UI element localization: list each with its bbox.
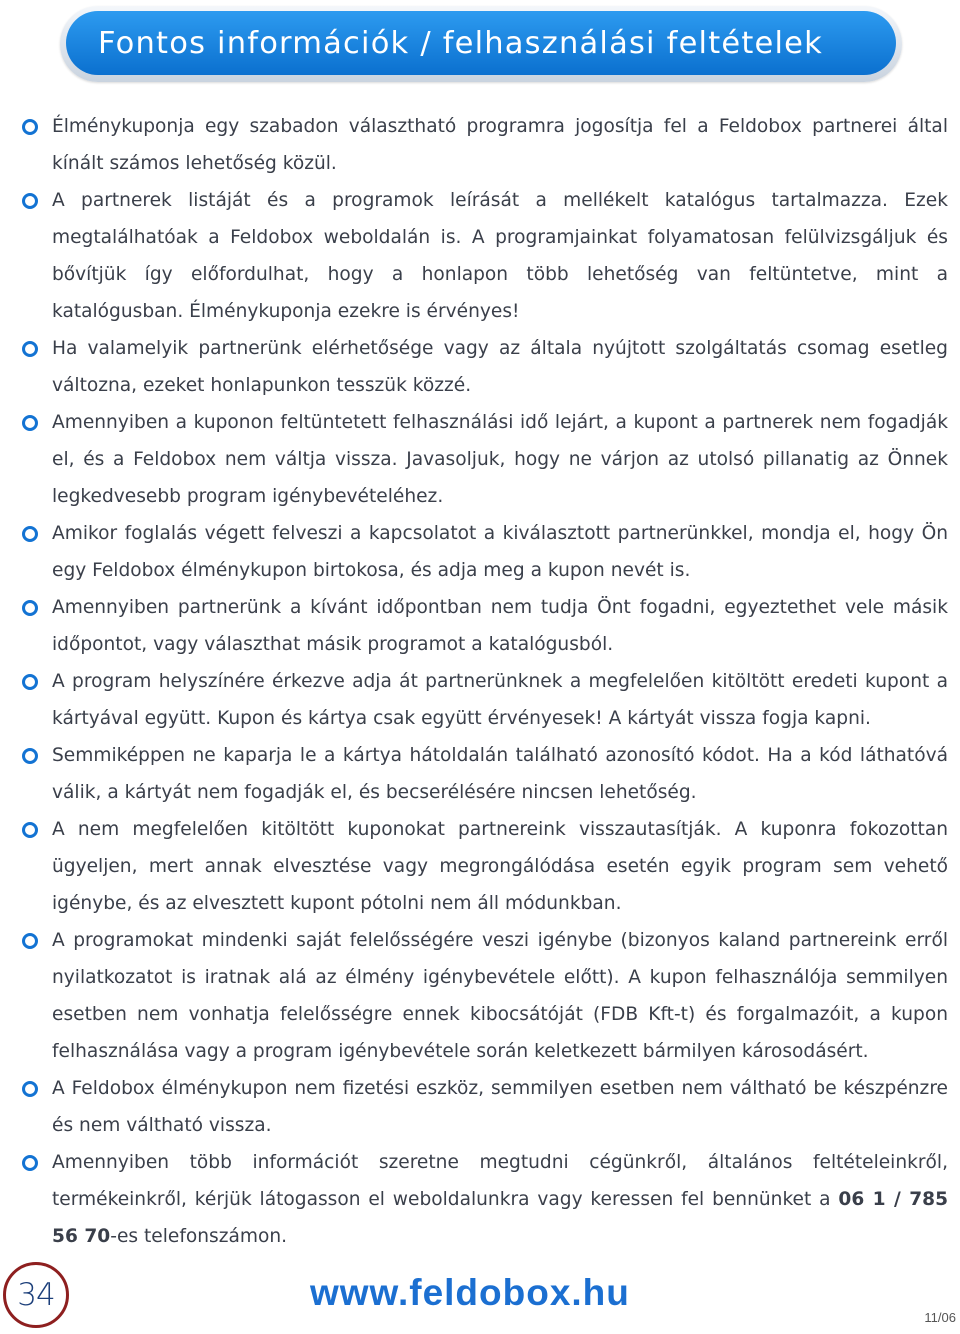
list-item — [22, 922, 948, 1070]
bullet-ring-icon — [22, 415, 38, 431]
bullet-ring-icon — [22, 600, 38, 616]
bullet-ring-icon — [22, 341, 38, 357]
list-item-text: Semmiképpen ne kaparja le a kártya hátoldalán található azonosító kódot. Ha a kód láthatóvá válik, a kártyát nem fogadják el, és becserélésére nincsen lehetőség. — [52, 745, 948, 803]
header-banner-inner — [66, 11, 896, 75]
list-item-text — [52, 1144, 948, 1255]
bullet-ring-icon — [22, 822, 38, 838]
header-banner — [60, 6, 902, 82]
list-item-text: Amennyiben partnerünk a kívánt időpontban nem tudja Önt fogadni, egyeztethet vele másik időpontot, vagy választhat másik programot a katalógusból. — [52, 597, 948, 655]
list-item-text: Amikor foglalás végett felveszi a kapcsolatot a kiválasztott partnerünkkel, mondja el, hogy Ön egy Feldobox élménykupon birtokosa, és adja meg a kupon nevét is. — [52, 523, 948, 581]
list-item — [22, 404, 948, 515]
list-item — [22, 108, 948, 182]
list-item-text: A partnerek listáját és a programok leírását a mellékelt katalógus tartalmazza. Ezek megtalálhatóak a Feldobox weboldalán is. A programjainkat folyamatosan felülvizsgáljuk és bővítjük így előfordulhat, hogy a honlapon több lehetőség van feltüntetve, mint a katalógusban. Élménykuponja ezekre is érvényes! — [52, 190, 948, 322]
list-item-text: A Feldobox élménykupon nem fizetési eszköz, semmilyen esetben nem váltható be készpénzre és nem váltható vissza. — [52, 1078, 948, 1136]
bullet-ring-icon — [22, 933, 38, 949]
list-item — [22, 182, 948, 330]
list-item — [22, 589, 948, 663]
list-item — [22, 737, 948, 811]
list-item — [22, 515, 948, 589]
page-title: Fontos információk / felhasználási feltételek — [98, 25, 823, 61]
list-item-text: Ha valamelyik partnerünk elérhetősége vagy az általa nyújtott szolgáltatás csomag esetleg változna, ezeket honlapunkon tesszük közzé. — [52, 338, 948, 396]
bullet-ring-icon — [22, 1155, 38, 1171]
list-item-text: A program helyszínére érkezve adja át partnerünknek a megfelelően kitöltött eredeti kupont a kártyával együtt. Kupon és kártya csak együtt érvényesek! A kártyát vissza fogja kapni. — [52, 671, 948, 729]
list-item-text: A programokat mindenki saját felelősségére veszi igénybe (bizonyos kaland partnereink erről nyilatkozatot is iratnak alá az élmény igénybevétele előtt). A kupon felhasználója semmilyen esetben nem vonhatja felelősségre ennek kibocsátóját (FDB Kft-t) és forgalmazóit, a kupon felhasználása vagy a program igénybevétele során keletkezett bármilyen károsodásért. — [52, 930, 948, 1062]
edition-code: 11/06 — [924, 1310, 956, 1325]
page-number-badge — [3, 1262, 69, 1328]
page-number: 34 — [17, 1277, 55, 1313]
website-link[interactable]: www.feldobox.hu — [310, 1272, 630, 1313]
bullet-ring-icon — [22, 674, 38, 690]
list-item-text: A nem megfelelően kitöltött kuponokat partnereink visszautasítják. A kuponra fokozottan ügyeljen, mert annak elvesztése vagy megrongálódása esetén egyik program sem vehető igénybe, és az elvesztett kupont pótolni nem áll módunkban. — [52, 819, 948, 914]
list-item — [22, 663, 948, 737]
list-item-text: Élménykuponja egy szabadon választható programra jogosítja fel a Feldobox partnerei által kínált számos lehetőség közül. — [52, 116, 948, 174]
list-item — [22, 811, 948, 922]
list-item-text: Amennyiben a kuponon feltüntetett felhasználási idő lejárt, a kupont a partnerek nem fogadják el, és a Feldobox nem váltja vissza. Javasoljuk, hogy ne várjon az utolsó pillanatig az Önnek legkedvesebb program igénybevételéhez. — [52, 412, 948, 507]
bullet-ring-icon — [22, 748, 38, 764]
list-item-contact — [22, 1144, 948, 1255]
contact-text-suffix: -es telefonszámon. — [110, 1226, 288, 1247]
list-item — [22, 1070, 948, 1144]
list-item — [22, 330, 948, 404]
bullet-ring-icon — [22, 1081, 38, 1097]
bullet-ring-icon — [22, 526, 38, 542]
contact-text: Amennyiben több információt szeretne megtudni cégünkről, általános feltételeinkről, termékeinkről, kérjük látogasson el weboldalunkra vagy keressen fel bennünket a — [52, 1152, 948, 1210]
bullet-ring-icon — [22, 119, 38, 135]
bullet-ring-icon — [22, 193, 38, 209]
info-list — [22, 108, 948, 1255]
phone-number[interactable]: 06 1 / 785 56 70 — [52, 1189, 949, 1247]
